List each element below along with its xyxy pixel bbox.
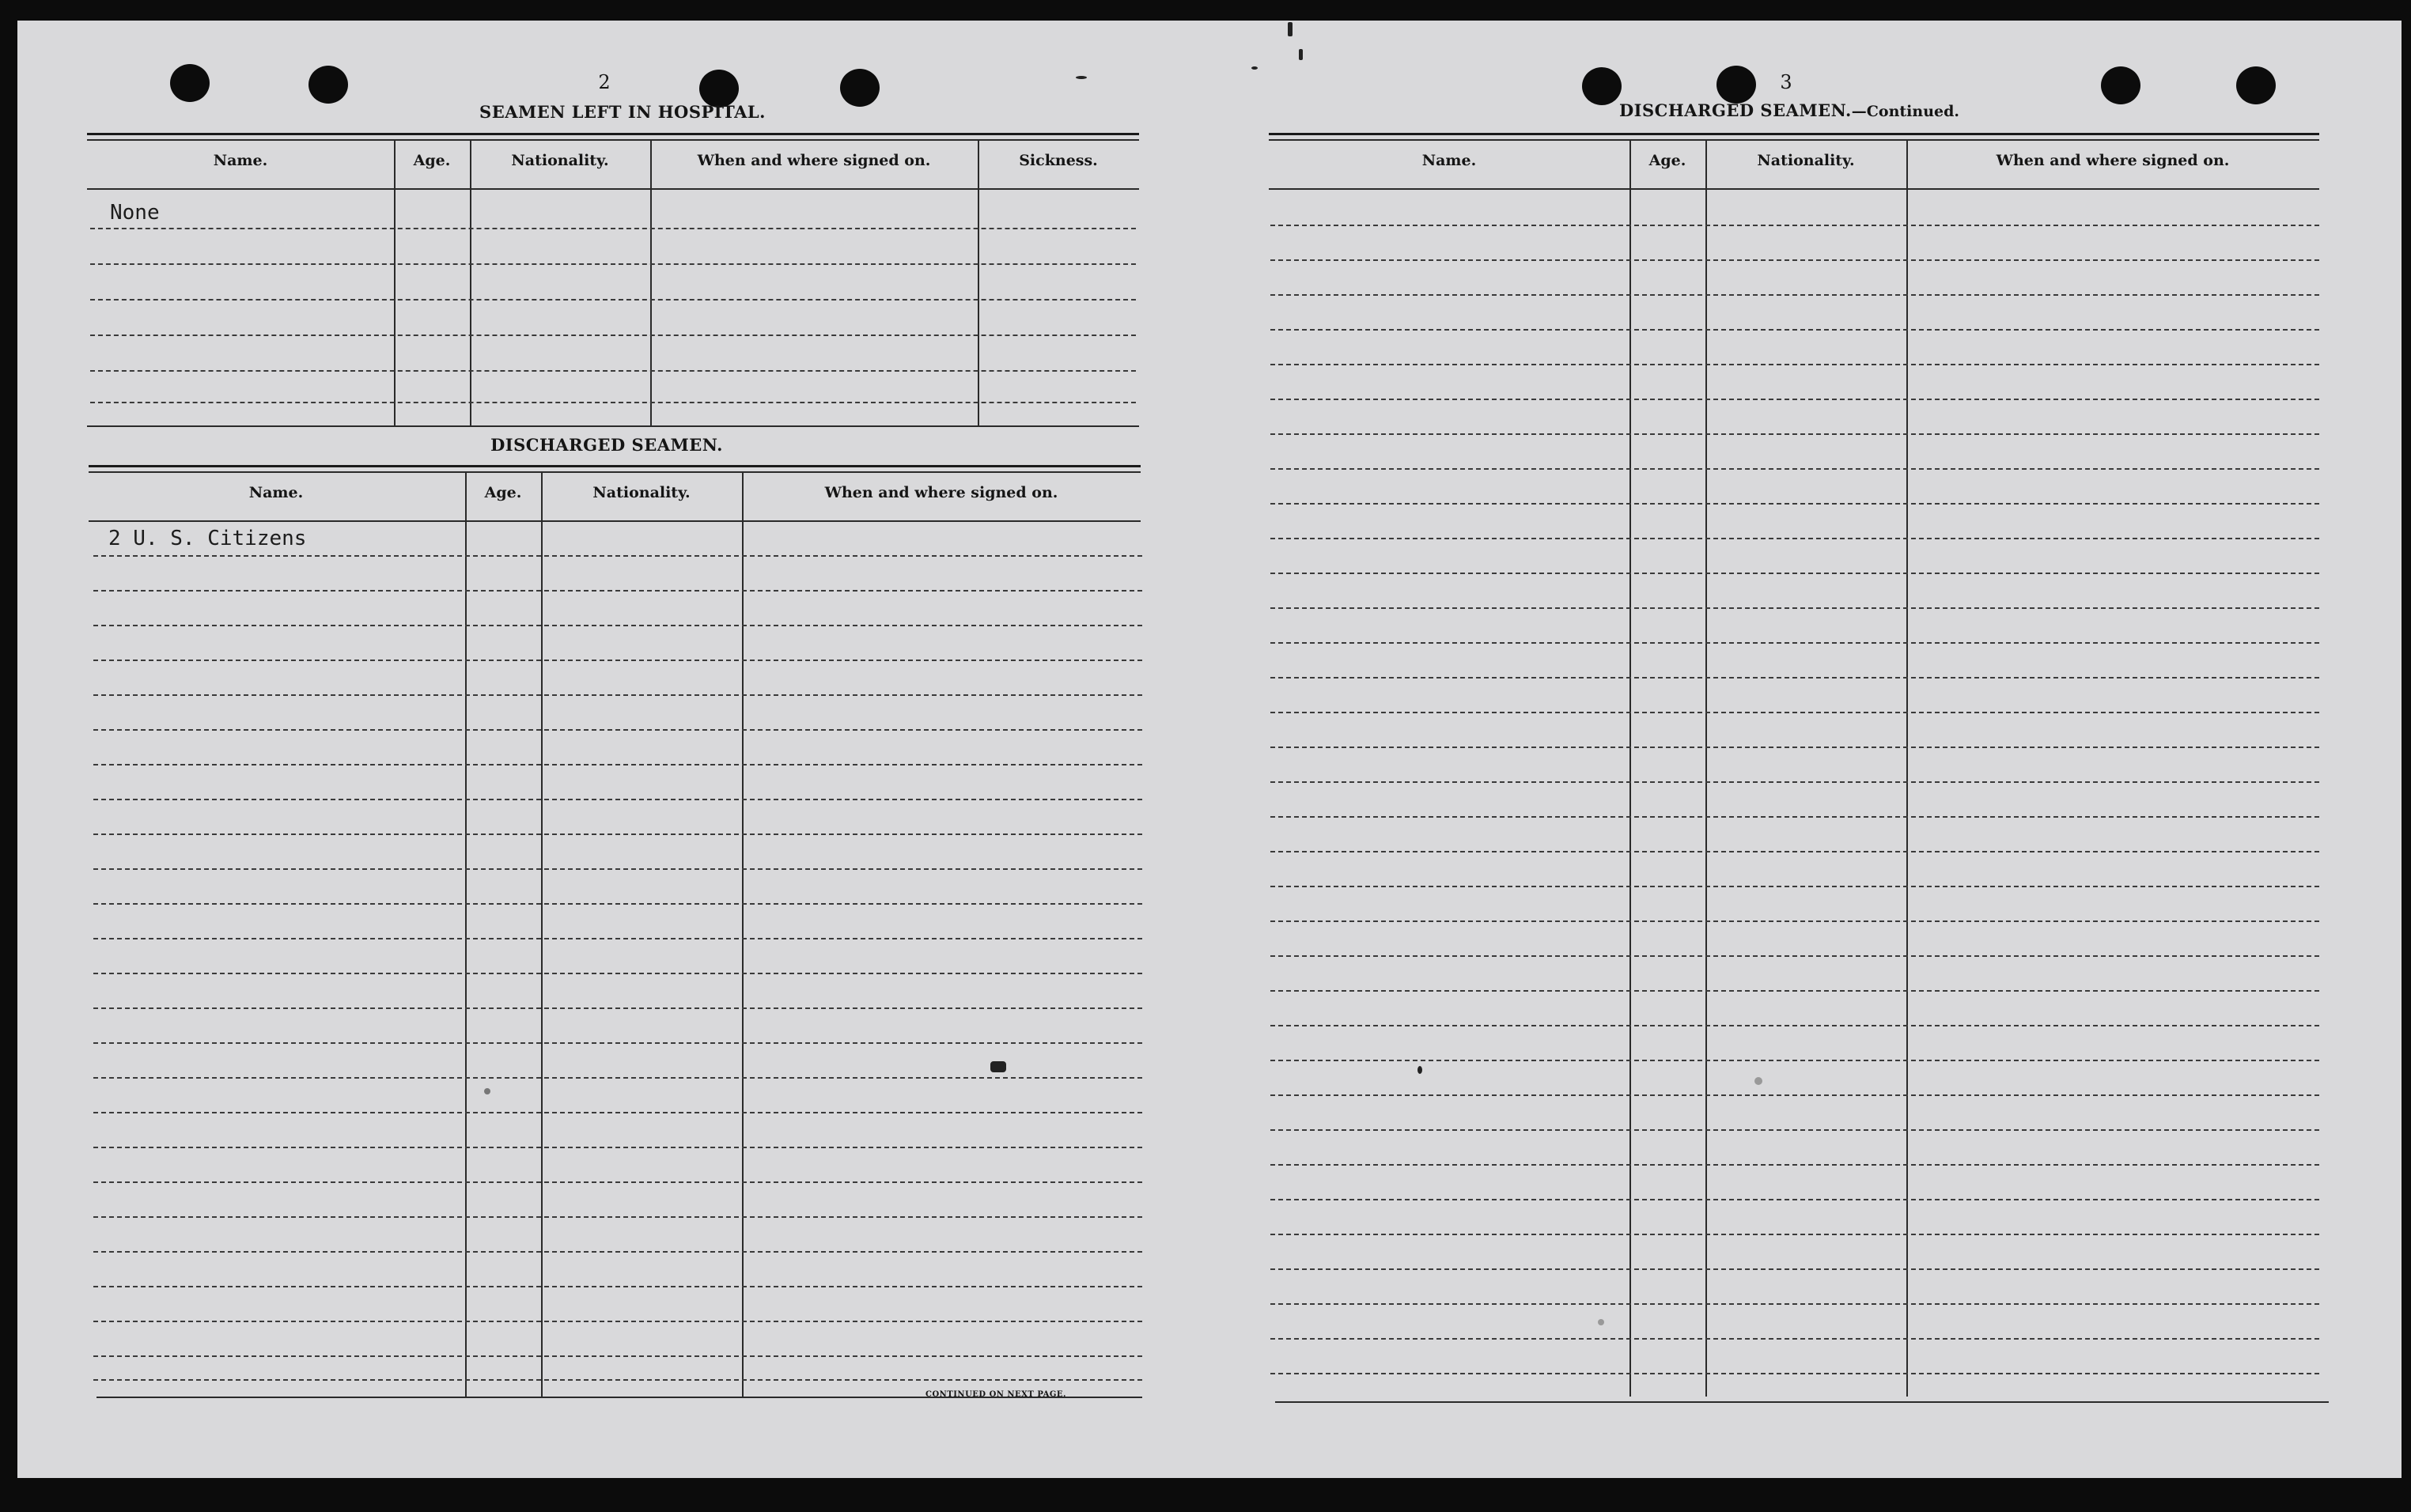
- column-divider: [1705, 139, 1707, 1397]
- column-header-signed-on: When and where signed on.: [824, 484, 1058, 501]
- column-divider: [742, 471, 744, 1397]
- page-number: 3: [1780, 71, 1792, 93]
- column-header-age: Age.: [1648, 152, 1686, 169]
- scan-speck: [1288, 22, 1293, 36]
- column-header-nationality: Nationality.: [1757, 152, 1855, 169]
- table-top-rule: [89, 471, 1141, 473]
- column-divider: [1906, 139, 1908, 1397]
- table-top-rule: [1269, 133, 2319, 135]
- hospital-entry-name: None: [110, 201, 160, 225]
- column-divider: [978, 139, 979, 425]
- hospital-section-title: SEAMEN LEFT IN HOSPITAL.: [479, 102, 766, 122]
- column-divider: [1629, 139, 1631, 1397]
- punch-hole: [2101, 66, 2140, 104]
- column-divider: [541, 471, 543, 1397]
- column-header-signed-on: When and where signed on.: [1996, 152, 2230, 169]
- column-header-name: Name.: [213, 152, 268, 169]
- hospital-bottom-rule: [87, 425, 1139, 427]
- column-header-signed-on: When and where signed on.: [697, 152, 931, 169]
- right-bottom-rule: [1275, 1401, 2329, 1403]
- punch-hole: [1716, 66, 1756, 104]
- punch-hole: [2236, 66, 2276, 104]
- discharged-entry-name: 2 U. S. Citizens: [108, 527, 307, 550]
- title-continued: —Continued.: [1851, 103, 1960, 120]
- continued-note: CONTINUED ON NEXT PAGE.: [925, 1390, 1067, 1399]
- column-divider: [650, 139, 652, 425]
- document-sheet: [17, 21, 2402, 1478]
- scan-speck: [1299, 49, 1303, 60]
- table-top-rule: [87, 139, 1139, 141]
- scan-speck: [1754, 1077, 1762, 1085]
- column-header-nationality: Nationality.: [592, 484, 691, 501]
- scan-speck: [484, 1088, 490, 1094]
- table-top-rule: [1269, 139, 2319, 141]
- table-top-rule: [89, 465, 1141, 467]
- column-header-nationality: Nationality.: [511, 152, 609, 169]
- column-divider: [394, 139, 396, 425]
- column-header-sickness: Sickness.: [1019, 152, 1098, 169]
- punch-hole: [308, 66, 348, 104]
- table-top-rule: [87, 133, 1139, 135]
- column-divider: [470, 139, 471, 425]
- punch-hole: [170, 64, 210, 102]
- column-header-name: Name.: [1421, 152, 1477, 169]
- title-main: DISCHARGED SEAMEN.: [1618, 100, 1852, 120]
- header-underline: [1269, 188, 2319, 190]
- column-header-name: Name.: [248, 484, 304, 501]
- scan-speck: [1598, 1319, 1604, 1325]
- discharged-continued-title: [1615, 100, 1963, 120]
- scan-speck: [1417, 1066, 1422, 1074]
- column-header-age: Age.: [484, 484, 522, 501]
- discharged-section-title: DISCHARGED SEAMEN.: [490, 435, 723, 455]
- page-number: 2: [598, 71, 611, 93]
- punch-hole: [1582, 67, 1622, 105]
- header-underline: [87, 188, 1139, 190]
- punch-hole: [840, 69, 880, 107]
- scan-speck: [1076, 76, 1087, 79]
- column-header-age: Age.: [413, 152, 451, 169]
- header-underline: [89, 520, 1141, 522]
- scan-speck: [1251, 66, 1258, 70]
- scan-speck: [990, 1061, 1006, 1072]
- column-divider: [465, 471, 467, 1397]
